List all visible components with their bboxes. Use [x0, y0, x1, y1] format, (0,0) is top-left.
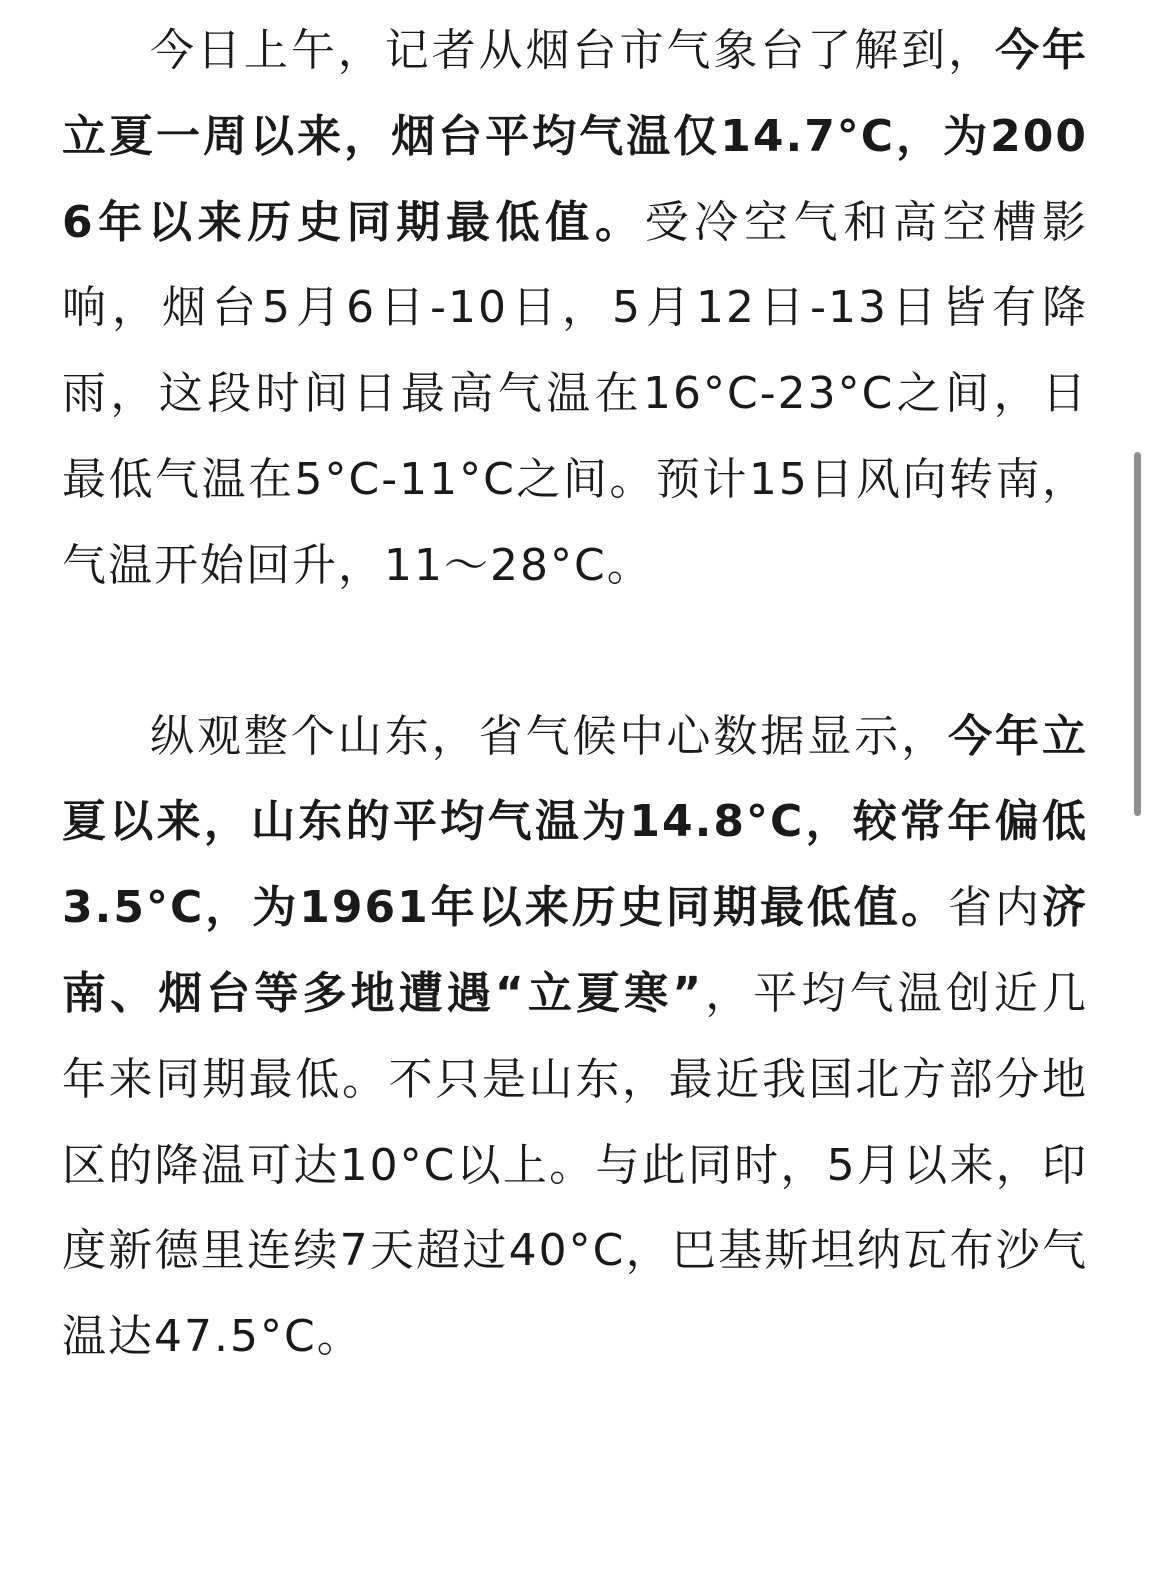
- article-body: [62, 8, 1088, 1380]
- p2-text-3: 省内: [947, 882, 1043, 934]
- p1-text-3: 受冷空气和高空槽影响，烟台5月6日-10日，5月12日-13日皆有降雨，这段时间日最高气温在16°C-23°C之间，日最低气温在5°C-11°C之间。预计15日风向转南，气温开始回升，11～28°C。: [62, 196, 1088, 591]
- p2-text-2-bold: 今年立夏以来，山东的平均气温为14.8°C，较常年偏低3.5°C，为1961年以来历史同期最低值。: [62, 710, 1089, 934]
- p1-text-1: 今日上午，记者从烟台市气象台了解到，: [150, 25, 996, 76]
- paragraph-1: [62, 8, 1088, 609]
- p1-text-2-bold: 今年立夏一周以来，烟台平均气温仅14.7°C，为2006年以来历史同期最低值。: [62, 25, 1089, 248]
- p2-text-1: 纵观整个山东，省气候中心数据显示，: [150, 710, 949, 762]
- p2-text-5: ，平均气温创近几年来同期最低。不只是山东，最近我国北方部分地区的降温可达10°C以上。与此同时，5月以来，印度新德里连续7天超过40°C，巴基斯坦纳瓦布沙气温达47.5°C。: [62, 967, 1088, 1363]
- paragraph-2: [62, 694, 1088, 1380]
- vertical-scrollbar[interactable]: [1134, 452, 1141, 816]
- p2-text-4-bold: 济南、烟台等多地遭遇“立夏寒”: [62, 882, 1089, 1019]
